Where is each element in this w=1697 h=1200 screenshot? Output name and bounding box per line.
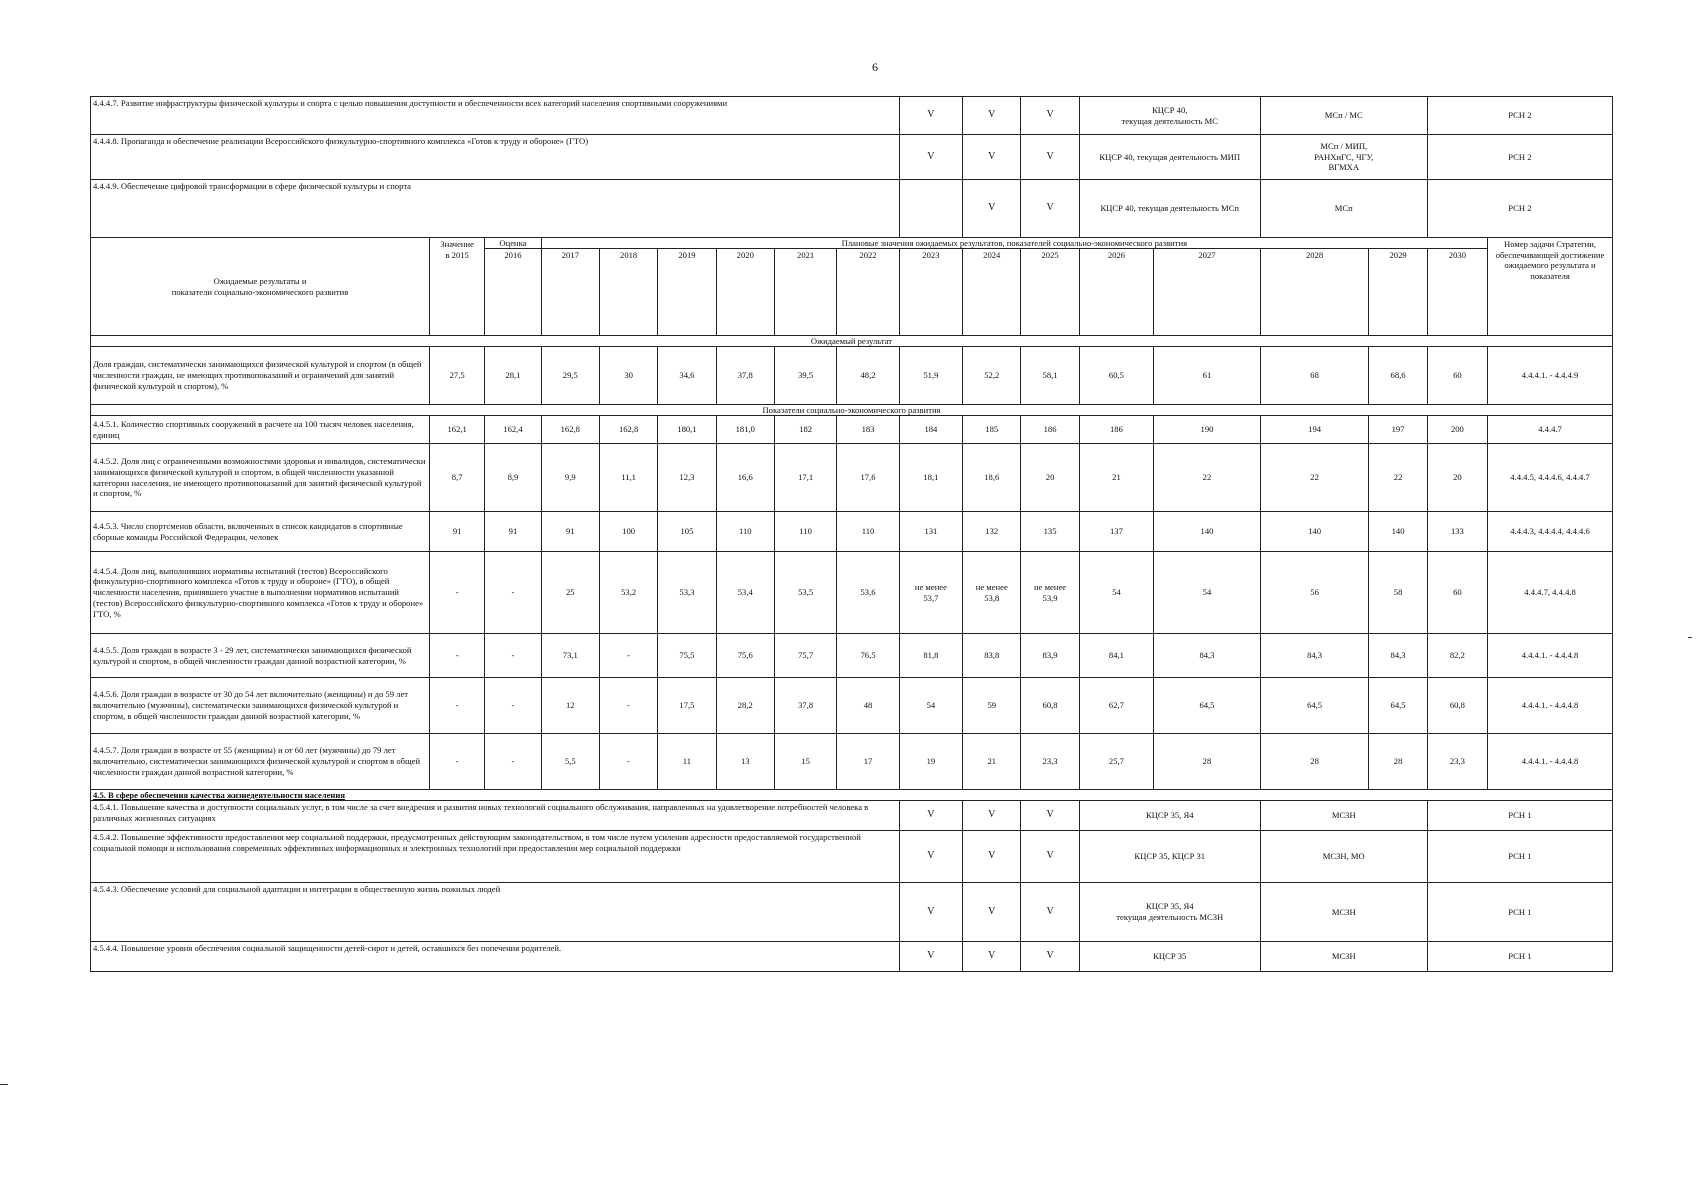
value-cell: 183	[837, 416, 899, 444]
value-cell: 11	[658, 734, 716, 790]
value-cell: 27,5	[429, 347, 484, 405]
executor: МСЗН	[1260, 801, 1427, 831]
mark-1: V	[899, 135, 962, 180]
value-cell: 197	[1369, 416, 1427, 444]
indicator-text: 4.4.5.7. Доля граждан в возрасте от 55 (женщины) и от 60 лет (мужчины) до 79 лет включительно, систематически занимающихся физической культурой и спортом в общей численности граждан данной возрастной категории, %	[91, 734, 430, 790]
value-cell: 200	[1427, 416, 1487, 444]
value-cell: 110	[774, 512, 836, 552]
task-text: 4.4.4.9. Обеспечение цифровой трансформации в сфере физической культуры и спорта	[91, 180, 900, 238]
value-cell: не менее 53,9	[1021, 552, 1079, 634]
task-number-cell: 4.4.4.1. - 4.4.4.8	[1488, 678, 1613, 734]
value-cell: 48	[837, 678, 899, 734]
value-cell: 186	[1079, 416, 1153, 444]
value-cell: 12,3	[658, 444, 716, 512]
mark-2: V	[963, 180, 1021, 238]
year-header: 2020	[716, 249, 774, 336]
value-cell: 18,6	[963, 444, 1021, 512]
year-header: 2030	[1427, 249, 1487, 336]
value-cell: 20	[1427, 444, 1487, 512]
year-header: 2026	[1079, 249, 1153, 336]
value-cell: 64,5	[1260, 678, 1369, 734]
value-cell: 59	[963, 678, 1021, 734]
funding-source: КЦСР 35, КЦСР 31	[1079, 831, 1260, 883]
header-row-top	[91, 238, 1613, 249]
value-cell: не менее 53,7	[899, 552, 962, 634]
funding-source: КЦСР 40, текущая деятельность МСп	[1079, 180, 1260, 238]
value-cell: 83,9	[1021, 634, 1079, 678]
section-expected-result: Ожидаемый результат	[91, 336, 1613, 347]
mark-3: V	[1021, 883, 1079, 942]
task-number-cell: 4.4.4.7, 4.4.4.8	[1488, 552, 1613, 634]
value-cell: 22	[1260, 444, 1369, 512]
mark-2: V	[963, 942, 1021, 972]
task-row	[91, 801, 1613, 831]
value-cell: 9,9	[541, 444, 599, 512]
link-code: РСН 1	[1427, 831, 1612, 883]
year-header: 2027	[1154, 249, 1261, 336]
value-cell: 68,6	[1369, 347, 1427, 405]
task-row	[91, 135, 1613, 180]
value-cell: 53,4	[716, 552, 774, 634]
indicator-text: 4.4.5.5. Доля граждан в возрасте 3 - 29 лет, систематически занимающихся физической культурой и спортом, в общей численности граждан данной возрастной категории, %	[91, 634, 430, 678]
indicator-row	[91, 634, 1613, 678]
value-cell: 52,2	[963, 347, 1021, 405]
executor: МСЗН	[1260, 883, 1427, 942]
value-cell: 110	[716, 512, 774, 552]
value-cell: 60,5	[1079, 347, 1153, 405]
task-number-cell: 4.4.4.3, 4.4.4.4, 4.4.4.6	[1488, 512, 1613, 552]
task-number-header: Номер задачи Стратегии, обеспечивающей достижение ожидаемого результата и показателя	[1488, 238, 1613, 336]
value-cell: 91	[485, 512, 541, 552]
value-cell: 53,2	[599, 552, 657, 634]
value-cell: 58,1	[1021, 347, 1079, 405]
value-cell: 105	[658, 512, 716, 552]
value-cell: 110	[837, 512, 899, 552]
value-cell: 68	[1260, 347, 1369, 405]
value-cell: 25,7	[1079, 734, 1153, 790]
indicator-text: 4.4.5.2. Доля лиц с ограниченными возможностями здоровья и инвалидов, систематически занимающихся физической культурой и спортом, в общей численности указанной категории населения, не имеющего противопоказаний для занятий физической культурой и спортом, %	[91, 444, 430, 512]
value-cell: 20	[1021, 444, 1079, 512]
value-cell: 25	[541, 552, 599, 634]
value-cell: -	[599, 634, 657, 678]
mark-1: V	[899, 801, 962, 831]
task-row	[91, 97, 1613, 135]
mark-1: V	[899, 831, 962, 883]
value-cell: 61	[1154, 347, 1261, 405]
value-cell: 54	[1154, 552, 1261, 634]
value-cell: 18,1	[899, 444, 962, 512]
mark-2: V	[963, 135, 1021, 180]
value-cell: -	[485, 634, 541, 678]
mark-2: V	[963, 883, 1021, 942]
task-number-cell: 4.4.4.1. - 4.4.4.8	[1488, 734, 1613, 790]
mark-1: V	[899, 97, 962, 135]
value-cell: 64,5	[1369, 678, 1427, 734]
value-cell: 81,8	[899, 634, 962, 678]
value-cell: -	[429, 634, 484, 678]
value-cell: 84,3	[1154, 634, 1261, 678]
value-cell: 13	[716, 734, 774, 790]
value-cell: 60	[1427, 347, 1487, 405]
indicator-row	[91, 444, 1613, 512]
value-cell: 28	[1154, 734, 1261, 790]
value-cell: 84,3	[1260, 634, 1369, 678]
value-cell: 75,7	[774, 634, 836, 678]
year-2016: 2016	[485, 249, 541, 336]
value-cell: 181,0	[716, 416, 774, 444]
value-cell: 29,5	[541, 347, 599, 405]
indicator-text: 4.4.5.4. Доля лиц, выполнивших нормативы испытаний (тестов) Всероссийского физкультурно-спортивного комплекса «Готов к труду и обороне» (ГТО), в общей численности населения, принявшего участие в выполнении нормативов испытаний (тестов) Всероссийского физкультурно-спортивного комплекса «Готов к труду и обороне» ГТО, %	[91, 552, 430, 634]
value-cell: 16,6	[716, 444, 774, 512]
year-header: 2025	[1021, 249, 1079, 336]
value-cell: -	[485, 734, 541, 790]
year-header: 2023	[899, 249, 962, 336]
margin-mark	[1688, 637, 1692, 638]
value-cell: 53,6	[837, 552, 899, 634]
indicator-text: 4.4.5.1. Количество спортивных сооружений в расчете на 100 тысяч человек населения, единиц	[91, 416, 430, 444]
margin-mark	[0, 1084, 8, 1085]
task-text: 4.5.4.4. Повышение уровня обеспечения социальной защищенности детей-сирот и детей, оставшихся без попечения родителей.	[91, 942, 900, 972]
value-cell: -	[599, 734, 657, 790]
value-cell: 54	[1079, 552, 1153, 634]
value-cell: 135	[1021, 512, 1079, 552]
value-cell: 8,9	[485, 444, 541, 512]
value-cell: 17,5	[658, 678, 716, 734]
value-cell: 64,5	[1154, 678, 1261, 734]
task-text: 4.4.4.8. Пропаганда и обеспечение реализации Всероссийского физкультурно-спортивного комплекса «Готов к труду и обороне» (ГТО)	[91, 135, 900, 180]
value-cell: 56	[1260, 552, 1369, 634]
indicator-row	[91, 416, 1613, 444]
task-number-cell: 4.4.4.1. - 4.4.4.9	[1488, 347, 1613, 405]
mark-3: V	[1021, 942, 1079, 972]
value-cell: 28,1	[485, 347, 541, 405]
value-cell: 140	[1260, 512, 1369, 552]
strategy-table	[90, 96, 1613, 972]
value-cell: 8,7	[429, 444, 484, 512]
value-cell: 91	[429, 512, 484, 552]
value-cell: 5,5	[541, 734, 599, 790]
value-cell: 162,8	[541, 416, 599, 444]
value-cell: 133	[1427, 512, 1487, 552]
link-code: РСН 1	[1427, 883, 1612, 942]
value-cell: 60,8	[1427, 678, 1487, 734]
section-4-5-title: 4.5. В сфере обеспечения качества жизнедеятельности населения	[91, 790, 1613, 801]
funding-source: КЦСР 40, текущая деятельность МС	[1079, 97, 1260, 135]
value-cell: 23,3	[1021, 734, 1079, 790]
value-cell: 54	[899, 678, 962, 734]
funding-source: КЦСР 35, Я4 текущая деятельность МСЗН	[1079, 883, 1260, 942]
task-text: 4.5.4.3. Обеспечение условий для социальной адаптации и интеграции в общественную жизнь пожилых людей	[91, 883, 900, 942]
value-cell: 194	[1260, 416, 1369, 444]
value-cell: 17,1	[774, 444, 836, 512]
value-cell: 37,8	[774, 678, 836, 734]
value-cell: 75,5	[658, 634, 716, 678]
link-code: РСН 2	[1427, 180, 1612, 238]
value-cell: 75,6	[716, 634, 774, 678]
value-cell: 53,3	[658, 552, 716, 634]
indicator-text: 4.4.5.3. Число спортсменов области, включенных в список кандидатов в спортивные сборные команды Российской Федерации, человек	[91, 512, 430, 552]
value-cell: 162,1	[429, 416, 484, 444]
task-number-cell: 4.4.4.1. - 4.4.4.8	[1488, 634, 1613, 678]
value-cell: 100	[599, 512, 657, 552]
value-cell: 30	[599, 347, 657, 405]
indicator-text: Доля граждан, систематически занимающихся физической культурой и спортом (в общей численности граждан, не имеющих противопоказаний и ограничений для занятий физической культурой и спортом), %	[91, 347, 430, 405]
link-code: РСН 1	[1427, 801, 1612, 831]
value-cell: 60	[1427, 552, 1487, 634]
executor: МСп	[1260, 180, 1427, 238]
value-cell: 11,1	[599, 444, 657, 512]
value-cell: 17,6	[837, 444, 899, 512]
task-text: 4.4.4.7. Развитие инфраструктуры физической культуры и спорта с целью повышения доступности и обеспеченности всех категорий населения спортивными сооружениями	[91, 97, 900, 135]
mark-2: V	[963, 97, 1021, 135]
task-text: 4.5.4.2. Повышение эффективности предоставления мер социальной поддержки, предусмотренных действующим законодательством, в том числе путем усиления адресности предоставляемой государственной социальной помощи и использования современных эффективных информационных и электронных технологий при предоставлении мер социальной поддержки	[91, 831, 900, 883]
indicator-row	[91, 734, 1613, 790]
value-cell: 84,3	[1369, 634, 1427, 678]
indicator-row	[91, 552, 1613, 634]
value-cell: 180,1	[658, 416, 716, 444]
link-code: РСН 2	[1427, 135, 1612, 180]
mark-3: V	[1021, 801, 1079, 831]
task-number-cell: 4.4.4.7	[1488, 416, 1613, 444]
value-cell: 17	[837, 734, 899, 790]
year-header: 2017	[541, 249, 599, 336]
value-cell: 28,2	[716, 678, 774, 734]
value-cell: не менее 53,8	[963, 552, 1021, 634]
value-cell: 12	[541, 678, 599, 734]
value-cell: 140	[1369, 512, 1427, 552]
executor: МСп / МИП, РАНХиГС, ЧГУ, ВГМХА	[1260, 135, 1427, 180]
mark-1: V	[899, 942, 962, 972]
section-indicators: Показатели социально-экономического развития	[91, 405, 1613, 416]
results-column-header: Ожидаемые результаты и показатели социально-экономического развития	[91, 238, 430, 336]
value-cell: 162,4	[485, 416, 541, 444]
value-cell: 37,8	[716, 347, 774, 405]
value-cell: 140	[1154, 512, 1261, 552]
value-cell: 28	[1260, 734, 1369, 790]
task-number-cell: 4.4.4.5, 4.4.4.6, 4.4.4.7	[1488, 444, 1613, 512]
value-cell: 39,5	[774, 347, 836, 405]
indicator-row	[91, 512, 1613, 552]
value-cell: 53,5	[774, 552, 836, 634]
year-header: 2028	[1260, 249, 1369, 336]
value-cell: 131	[899, 512, 962, 552]
executor: МСЗН, МО	[1260, 831, 1427, 883]
value-cell: 48,2	[837, 347, 899, 405]
value-cell: 132	[963, 512, 1021, 552]
section-row	[91, 405, 1613, 416]
link-code: РСН 1	[1427, 942, 1612, 972]
value-cell: 185	[963, 416, 1021, 444]
value-cell: -	[485, 552, 541, 634]
link-code: РСН 2	[1427, 97, 1612, 135]
mark-3: V	[1021, 831, 1079, 883]
year-header: 2019	[658, 249, 716, 336]
value-cell: 28	[1369, 734, 1427, 790]
value-cell: 162,8	[599, 416, 657, 444]
year-header: 2021	[774, 249, 836, 336]
value-cell: 83,8	[963, 634, 1021, 678]
mark-2: V	[963, 801, 1021, 831]
value-cell: -	[429, 552, 484, 634]
value-cell: 34,6	[658, 347, 716, 405]
mark-3: V	[1021, 180, 1079, 238]
year-header: 2024	[963, 249, 1021, 336]
value-cell: 76,5	[837, 634, 899, 678]
value-cell: 60,8	[1021, 678, 1079, 734]
planned-values-header: Плановые значения ожидаемых результатов, показателей социально-экономического развития	[541, 238, 1487, 249]
value-cell: 22	[1369, 444, 1427, 512]
task-row	[91, 831, 1613, 883]
indicator-text: 4.4.5.6. Доля граждан в возрасте от 30 до 54 лет включительно (женщины) и до 59 лет включительно (мужчины), систематически занимающихся физической культурой и спортом, в общей численности граждан данной возрастной категории, %	[91, 678, 430, 734]
value-cell: 184	[899, 416, 962, 444]
expected-result-row	[91, 347, 1613, 405]
task-row	[91, 942, 1613, 972]
value-cell: 91	[541, 512, 599, 552]
mark-3: V	[1021, 97, 1079, 135]
task-row	[91, 180, 1613, 238]
value-cell: 186	[1021, 416, 1079, 444]
mark-3: V	[1021, 135, 1079, 180]
value-cell: 21	[1079, 444, 1153, 512]
value-cell: 58	[1369, 552, 1427, 634]
value-cell: 84,1	[1079, 634, 1153, 678]
mark-2: V	[963, 831, 1021, 883]
value-cell: 82,2	[1427, 634, 1487, 678]
value-cell: 19	[899, 734, 962, 790]
value-cell: 73,1	[541, 634, 599, 678]
indicator-row	[91, 678, 1613, 734]
value-cell: 182	[774, 416, 836, 444]
value-cell: -	[429, 734, 484, 790]
value-cell: 22	[1154, 444, 1261, 512]
executor: МСЗН	[1260, 942, 1427, 972]
section-row	[91, 336, 1613, 347]
value-cell: 51,9	[899, 347, 962, 405]
year-header: 2022	[837, 249, 899, 336]
page-number: 6	[872, 60, 878, 74]
funding-source: КЦСР 40, текущая деятельность МИП	[1079, 135, 1260, 180]
year-header: 2029	[1369, 249, 1427, 336]
value-cell: 15	[774, 734, 836, 790]
mark-1: V	[899, 883, 962, 942]
value-cell: -	[429, 678, 484, 734]
task-row	[91, 883, 1613, 942]
value-cell: 23,3	[1427, 734, 1487, 790]
value-cell: -	[599, 678, 657, 734]
funding-source: КЦСР 35	[1079, 942, 1260, 972]
value-cell: 190	[1154, 416, 1261, 444]
value-2015-header: Значение в 2015	[429, 238, 484, 336]
funding-source: КЦСР 35, Я4	[1079, 801, 1260, 831]
value-cell: 21	[963, 734, 1021, 790]
year-header: 2018	[599, 249, 657, 336]
executor: МСп / МС	[1260, 97, 1427, 135]
section-row	[91, 790, 1613, 801]
value-cell: 137	[1079, 512, 1153, 552]
value-cell: -	[485, 678, 541, 734]
value-cell: 62,7	[1079, 678, 1153, 734]
mark-1	[899, 180, 962, 238]
task-text: 4.5.4.1. Повышение качества и доступности социальных услуг, в том числе за счет внедрения и развития новых технологий социального обслуживания, направленных на удовлетворение потребностей человека в различных жизненных ситуациях	[91, 801, 900, 831]
estimate-header: Оценка	[485, 238, 541, 249]
